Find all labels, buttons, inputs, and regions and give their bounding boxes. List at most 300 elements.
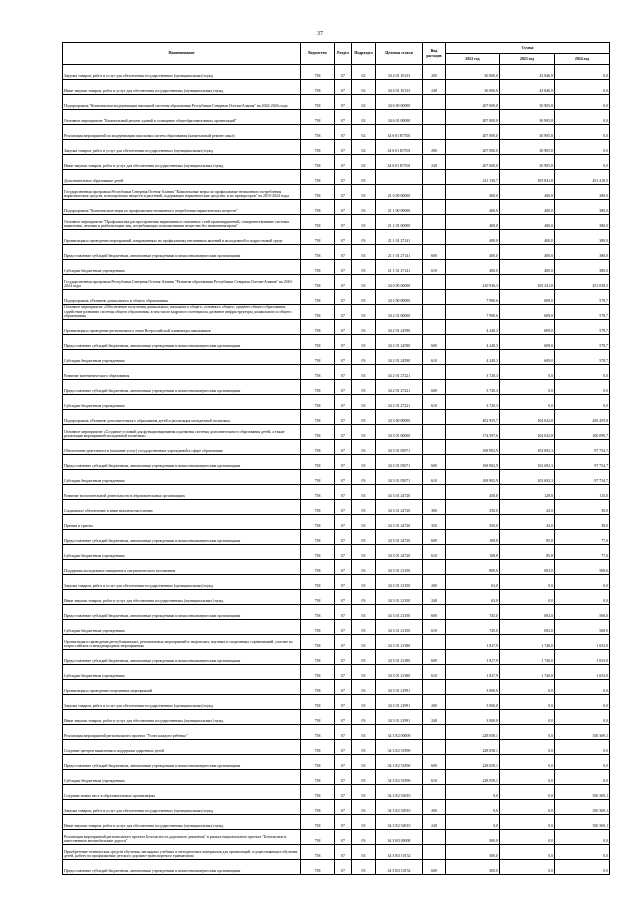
row-dept: 738 xyxy=(301,695,335,710)
row-expense-type: 600 xyxy=(423,455,446,470)
row-section: 07 xyxy=(335,515,352,530)
row-y2023: 30 905,8 xyxy=(500,155,555,170)
row-dept: 738 xyxy=(301,515,335,530)
table-row xyxy=(63,425,610,440)
row-y2022: 402 955,7 xyxy=(446,410,500,425)
row-article: 34 6 01 R7501 xyxy=(376,125,423,140)
row-subsection: 03 xyxy=(352,530,376,545)
row-name: Премии и гранты xyxy=(63,515,301,530)
row-name: Предоставление субсидий бюджетным, автономным учреждениям и иным некоммерческим организациям xyxy=(63,755,301,770)
row-y2023: 400,0 xyxy=(500,245,555,260)
row-y2022: 168 902,9 xyxy=(446,470,500,485)
row-y2022: 0,0 xyxy=(446,785,500,800)
row-article: 21 1 01 27141 xyxy=(376,260,423,275)
row-article: 34 4 01 10133 xyxy=(376,80,423,95)
row-section: 07 xyxy=(335,680,352,695)
row-article: 34 3 00 00000 xyxy=(376,410,423,425)
row-y2024: 97 754,7 xyxy=(555,470,610,485)
row-expense-type: 200 xyxy=(423,65,446,80)
row-y2022: 168 902,9 xyxy=(446,440,500,455)
row-name: Иные закупки товаров, работ и услуг для обеспечения государственных (муниципальных) нужд xyxy=(63,710,301,725)
row-dept: 738 xyxy=(301,170,335,185)
row-y2023: 400,0 xyxy=(500,185,555,200)
row-name: Предоставление субсидий бюджетным, автономным учреждениям и иным некоммерческим организациям xyxy=(63,530,301,545)
table-row xyxy=(63,770,610,785)
row-expense-type xyxy=(423,440,446,455)
row-dept: 738 xyxy=(301,365,335,380)
row-dept: 738 xyxy=(301,620,335,635)
row-section: 07 xyxy=(335,335,352,350)
row-y2024: 568,0 xyxy=(555,605,610,620)
row-expense-type xyxy=(423,680,446,695)
row-subsection: 03 xyxy=(352,815,376,830)
row-y2022: 228 058,1 xyxy=(446,725,500,740)
row-y2024: 0,0 xyxy=(555,125,610,140)
row-y2023: 104 632,8 xyxy=(500,425,555,440)
row-y2023: 104 632,8 xyxy=(500,410,555,425)
row-dept: 738 xyxy=(301,410,335,425)
row-expense-type xyxy=(423,725,446,740)
row-y2023: 102 692,3 xyxy=(500,470,555,485)
row-section: 07 xyxy=(335,440,352,455)
row-article: 34 3 E2 54910 xyxy=(376,815,423,830)
row-dept: 738 xyxy=(301,380,335,395)
row-y2023: 0,0 xyxy=(500,695,555,710)
row-section: 07 xyxy=(335,785,352,800)
table-row xyxy=(63,365,610,380)
row-subsection: 03 xyxy=(352,740,376,755)
row-y2023: 0,0 xyxy=(500,770,555,785)
row-dept: 738 xyxy=(301,440,335,455)
row-y2022: 7 980,6 xyxy=(446,290,500,305)
row-y2024: 0,0 xyxy=(555,155,610,170)
row-expense-type: 610 xyxy=(423,470,446,485)
row-y2024: 380,0 xyxy=(555,230,610,245)
table-row xyxy=(63,320,610,335)
row-article: 34 2 01 24590 xyxy=(376,350,423,365)
row-section: 07 xyxy=(335,170,352,185)
row-article: 34 3 R3 00000 xyxy=(376,830,423,845)
row-y2024: 380,0 xyxy=(555,215,610,230)
row-article: 34 3 E2 51890 xyxy=(376,740,423,755)
table-row xyxy=(63,335,610,350)
table-row xyxy=(63,455,610,470)
row-name: Предоставление субсидий бюджетным, автономным учреждениям и иным некоммерческим организациям xyxy=(63,380,301,395)
row-expense-type: 240 xyxy=(423,155,446,170)
row-y2023: 0,0 xyxy=(500,710,555,725)
row-y2022: 207 000,0 xyxy=(446,155,500,170)
row-article: 34 3 01 21991 xyxy=(376,710,423,725)
table-row xyxy=(63,65,610,80)
page-number: 37 xyxy=(317,31,323,37)
row-y2023: 0,0 xyxy=(500,575,555,590)
row-y2022: 1 827,9 xyxy=(446,650,500,665)
row-article: 34 3 01 24720 xyxy=(376,485,423,500)
row-article: 34 3 R3 10152 xyxy=(376,860,423,875)
row-article: 34 6 01 R7501 xyxy=(376,155,423,170)
row-expense-type xyxy=(423,170,446,185)
row-dept: 738 xyxy=(301,635,335,650)
row-name: Предоставление субсидий бюджетным, автономным учреждениям и иным некоммерческим организациям xyxy=(63,650,301,665)
row-y2023: 609,0 xyxy=(500,320,555,335)
row-y2023: 609,0 xyxy=(500,290,555,305)
row-subsection: 03 xyxy=(352,590,376,605)
row-y2024: 77,0 xyxy=(555,545,610,560)
row-name: Закупка товаров, работ и услуг для обеспечения государственных (муниципальных) нужд xyxy=(63,65,301,80)
table-row xyxy=(63,560,610,575)
row-subsection: 03 xyxy=(352,560,376,575)
row-section: 07 xyxy=(335,260,352,275)
row-article: 34 2 01 24590 xyxy=(376,320,423,335)
row-name: Иные закупки товаров, работ и услуг для обеспечения государственных (муниципальных) нужд xyxy=(63,80,301,95)
row-y2024: 380,0 xyxy=(555,200,610,215)
row-y2024: 0,0 xyxy=(555,395,610,410)
row-subsection: 03 xyxy=(352,440,376,455)
row-dept: 738 xyxy=(301,140,335,155)
row-y2022: 207 000,0 xyxy=(446,110,500,125)
row-expense-type: 200 xyxy=(423,575,446,590)
row-dept: 738 xyxy=(301,185,335,200)
table-row xyxy=(63,290,610,305)
row-y2024: 77,0 xyxy=(555,530,610,545)
row-name: Предоставление субсидий бюджетным, автономным учреждениям и иным некоммерческим организациям xyxy=(63,245,301,260)
row-dept: 738 xyxy=(301,320,335,335)
row-section: 07 xyxy=(335,770,352,785)
row-section: 07 xyxy=(335,740,352,755)
row-article: 34 3 01 21350 xyxy=(376,560,423,575)
row-section: 07 xyxy=(335,425,352,440)
table-row xyxy=(63,440,610,455)
row-subsection: 03 xyxy=(352,365,376,380)
row-name: Социальное обеспечение и иные выплаты населению xyxy=(63,500,301,515)
row-dept: 738 xyxy=(301,110,335,125)
row-y2023: 0,0 xyxy=(500,800,555,815)
row-y2022: 400,0 xyxy=(446,185,500,200)
row-section: 07 xyxy=(335,710,352,725)
row-name: Предоставление субсидий бюджетным, автономным учреждениям и иным некоммерческим организациям xyxy=(63,860,301,875)
row-article xyxy=(376,170,423,185)
row-section: 07 xyxy=(335,305,352,320)
table-row xyxy=(63,260,610,275)
header-dept: Ведомство xyxy=(301,43,335,65)
row-y2024: 380,0 xyxy=(555,245,610,260)
row-y2022: 228 058,1 xyxy=(446,740,500,755)
table-row xyxy=(63,590,610,605)
row-dept: 738 xyxy=(301,80,335,95)
row-y2023: 105 241,8 xyxy=(500,275,555,290)
row-y2024: 0,0 xyxy=(555,110,610,125)
row-y2022: 400,0 xyxy=(446,245,500,260)
row-dept: 738 xyxy=(301,860,335,875)
row-expense-type: 600 xyxy=(423,335,446,350)
row-y2024: 0,0 xyxy=(555,365,610,380)
table-row xyxy=(63,485,610,500)
row-section: 07 xyxy=(335,830,352,845)
row-subsection: 02 xyxy=(352,110,376,125)
row-expense-type: 200 xyxy=(423,140,446,155)
table-row xyxy=(63,845,610,860)
row-article: 34 2 01 24590 xyxy=(376,335,423,350)
table-row xyxy=(63,695,610,710)
row-y2023: 692,0 xyxy=(500,560,555,575)
table-row xyxy=(63,110,610,125)
row-name: Основное мероприятие «Обеспечение получения дошкольного, начального общего, основного общего, среднего общего образования, содействие развитию системы общего образования, в том числе кадрового потенциала, развитие инфраструктуры дошкольного и общего образования» xyxy=(63,305,301,320)
row-y2022: 108,8 xyxy=(446,545,500,560)
row-subsection: 03 xyxy=(352,395,376,410)
row-name: Иные закупки товаров, работ и услуг для обеспечения государственных (муниципальных) нужд xyxy=(63,590,301,605)
row-dept: 738 xyxy=(301,650,335,665)
row-section: 07 xyxy=(335,485,352,500)
row-expense-type: 240 xyxy=(423,80,446,95)
row-section: 07 xyxy=(335,665,352,680)
row-expense-type xyxy=(423,110,446,125)
row-y2023: 30 905,8 xyxy=(500,140,555,155)
row-name: Поддержка молодежных инициатив и патриотического воспитания xyxy=(63,560,301,575)
row-expense-type: 610 xyxy=(423,545,446,560)
table-header xyxy=(63,43,610,65)
row-y2022: 168 902,9 xyxy=(446,455,500,470)
row-subsection: 03 xyxy=(352,515,376,530)
table-row xyxy=(63,815,610,830)
row-article: 34 3 R3 10152 xyxy=(376,845,423,860)
row-y2023: 0,0 xyxy=(500,845,555,860)
row-y2023: 43,0 xyxy=(500,515,555,530)
row-y2024: 451 038,5 xyxy=(555,275,610,290)
row-section: 07 xyxy=(335,860,352,875)
row-y2024: 1 653,0 xyxy=(555,650,610,665)
table-row xyxy=(63,755,610,770)
row-y2023: 0,0 xyxy=(500,755,555,770)
table-row xyxy=(63,380,610,395)
row-dept: 738 xyxy=(301,65,335,80)
row-dept: 738 xyxy=(301,680,335,695)
row-name: Подпрограмма «Развитие дополнительного образования детей и реализация молодежной политики» xyxy=(63,410,301,425)
row-expense-type xyxy=(423,830,446,845)
row-y2022: 228 058,1 xyxy=(446,755,500,770)
row-y2022: 410 936,3 xyxy=(446,275,500,290)
table-row xyxy=(63,185,610,200)
row-section: 07 xyxy=(335,185,352,200)
row-y2022: 400,0 xyxy=(446,260,500,275)
header-subsection: Подраздел xyxy=(352,43,376,65)
row-name: Субсидии бюджетным учреждениям xyxy=(63,770,301,785)
row-y2023: 609,0 xyxy=(500,335,555,350)
row-name: Реализация мероприятий регионального проекта Безопасность дорожного движения" в рамках национального проекта "Безопасные и качественные автомобильные дороги" xyxy=(63,830,301,845)
row-y2024: 578,7 xyxy=(555,335,610,350)
row-expense-type xyxy=(423,125,446,140)
row-y2022: 745,0 xyxy=(446,620,500,635)
row-y2024: 97 754,7 xyxy=(555,455,610,470)
row-dept: 738 xyxy=(301,95,335,110)
row-subsection: 03 xyxy=(352,680,376,695)
row-y2024: 0,0 xyxy=(555,575,610,590)
row-section: 07 xyxy=(335,230,352,245)
row-section: 07 xyxy=(335,110,352,125)
row-y2024: 350 369,1 xyxy=(555,785,610,800)
row-article: 34 2 01 27221 xyxy=(376,380,423,395)
row-article: 34 3 01 21380 xyxy=(376,650,423,665)
row-expense-type: 240 xyxy=(423,590,446,605)
row-article: 34 3 01 05071 xyxy=(376,455,423,470)
row-y2024: 38,0 xyxy=(555,515,610,530)
table-row xyxy=(63,215,610,230)
row-dept: 738 xyxy=(301,830,335,845)
row-dept: 738 xyxy=(301,305,335,320)
row-y2024: 0,0 xyxy=(555,590,610,605)
row-name: Закупка товаров, работ и услуг для обеспечения государственных (муниципальных) нужд xyxy=(63,140,301,155)
row-y2024: 38,0 xyxy=(555,500,610,515)
row-section: 07 xyxy=(335,410,352,425)
row-y2023: 400,0 xyxy=(500,200,555,215)
row-y2024: 578,7 xyxy=(555,350,610,365)
row-article: 34 2 01 00000 xyxy=(376,305,423,320)
row-y2023: 30 905,8 xyxy=(500,125,555,140)
row-y2022: 745,0 xyxy=(446,605,500,620)
row-expense-type xyxy=(423,365,446,380)
row-section: 07 xyxy=(335,140,352,155)
row-subsection: 03 xyxy=(352,200,376,215)
row-expense-type xyxy=(423,215,446,230)
row-section: 07 xyxy=(335,65,352,80)
row-y2024: 100 090,7 xyxy=(555,425,610,440)
row-y2022: 300,0 xyxy=(446,830,500,845)
row-subsection: 03 xyxy=(352,770,376,785)
row-y2022: 174 597,6 xyxy=(446,425,500,440)
row-y2022: 300,0 xyxy=(446,845,500,860)
row-y2022: 3 000,0 xyxy=(446,680,500,695)
row-section: 07 xyxy=(335,530,352,545)
table-row xyxy=(63,785,610,800)
row-dept: 738 xyxy=(301,545,335,560)
row-name: Подпрограмма «Развитие дошкольного и общего образования» xyxy=(63,290,301,305)
row-name: Закупка товаров, работ и услуг для обеспечения государственных (муниципальных) нужд xyxy=(63,575,301,590)
row-dept: 738 xyxy=(301,275,335,290)
row-y2023: 0,0 xyxy=(500,590,555,605)
row-name: Обеспечение деятельности (оказание услуг) государственных учреждений в сфере образования xyxy=(63,440,301,455)
row-expense-type: 600 xyxy=(423,605,446,620)
row-name: Субсидии бюджетным учреждениям xyxy=(63,350,301,365)
row-y2022: 228 058,1 xyxy=(446,770,500,785)
row-y2024: 0,0 xyxy=(555,710,610,725)
row-y2022: 300,0 xyxy=(446,860,500,875)
row-article: 34 3 01 05071 xyxy=(376,440,423,455)
row-expense-type: 200 xyxy=(423,695,446,710)
row-y2023: 400,0 xyxy=(500,230,555,245)
row-article: 34 6 01 00000 xyxy=(376,110,423,125)
table-row xyxy=(63,155,610,170)
row-article: 34 2 01 27221 xyxy=(376,365,423,380)
row-y2023: 105 841,8 xyxy=(500,170,555,185)
row-dept: 738 xyxy=(301,710,335,725)
table-row xyxy=(63,170,610,185)
row-dept: 738 xyxy=(301,590,335,605)
row-y2022: 63,0 xyxy=(446,590,500,605)
row-y2024: 1 653,0 xyxy=(555,635,610,650)
row-expense-type xyxy=(423,230,446,245)
row-expense-type: 600 xyxy=(423,245,446,260)
row-name: Организация и проведение регионального этапа Всероссийской олимпиады школьников xyxy=(63,320,301,335)
table-row xyxy=(63,800,610,815)
row-y2024: 0,0 xyxy=(555,755,610,770)
row-section: 07 xyxy=(335,395,352,410)
row-dept: 738 xyxy=(301,350,335,365)
row-section: 07 xyxy=(335,590,352,605)
row-article: 34 3 01 21380 xyxy=(376,635,423,650)
row-y2022: 108,8 xyxy=(446,530,500,545)
row-name: Подпрограмма "Комплексные меры по профилактике незаконного потребления наркотических веществ" xyxy=(63,200,301,215)
row-name: Иные закупки товаров, работ и услуг для обеспечения государственных (муниципальных) нужд xyxy=(63,155,301,170)
header-year-2023: 2023 год xyxy=(500,54,555,65)
row-y2023: 0,0 xyxy=(500,395,555,410)
row-expense-type: 600 xyxy=(423,380,446,395)
row-subsection: 03 xyxy=(352,380,376,395)
row-expense-type: 200 xyxy=(423,800,446,815)
row-article: 34 3 01 21350 xyxy=(376,590,423,605)
row-article: 21 1 01 27141 xyxy=(376,245,423,260)
row-subsection: 03 xyxy=(352,755,376,770)
row-y2024: 350 369,1 xyxy=(555,725,610,740)
row-expense-type: 610 xyxy=(423,665,446,680)
row-y2022: 207 000,0 xyxy=(446,95,500,110)
row-dept: 738 xyxy=(301,740,335,755)
header-name: Наименование xyxy=(63,43,301,65)
row-expense-type: 610 xyxy=(423,770,446,785)
row-expense-type xyxy=(423,290,446,305)
row-expense-type xyxy=(423,320,446,335)
row-y2024: 0,0 xyxy=(555,845,610,860)
row-expense-type: 240 xyxy=(423,710,446,725)
row-subsection: 03 xyxy=(352,830,376,845)
row-y2023: 400,0 xyxy=(500,215,555,230)
row-y2024: 380,0 xyxy=(555,185,610,200)
row-y2023: 0,0 xyxy=(500,830,555,845)
row-section: 07 xyxy=(335,605,352,620)
row-subsection: 03 xyxy=(352,845,376,860)
row-y2023: 0,0 xyxy=(500,860,555,875)
row-article: 34 3 E2 54910 xyxy=(376,785,423,800)
row-dept: 738 xyxy=(301,530,335,545)
row-article: 34 3 01 24720 xyxy=(376,500,423,515)
row-dept: 738 xyxy=(301,605,335,620)
row-section: 07 xyxy=(335,650,352,665)
row-y2022: 1 827,9 xyxy=(446,635,500,650)
row-y2024: 0,0 xyxy=(555,860,610,875)
row-article: 34 3 E2 54910 xyxy=(376,800,423,815)
table-row xyxy=(63,605,610,620)
row-subsection: 03 xyxy=(352,470,376,485)
row-y2024: 0,0 xyxy=(555,65,610,80)
row-y2022: 3 720,3 xyxy=(446,395,500,410)
row-y2023: 30 905,8 xyxy=(500,95,555,110)
table-row xyxy=(63,530,610,545)
row-name: Организация и проведение мероприятий, направленных на профилактику негативных явлений в молодежной и подростковой среде xyxy=(63,230,301,245)
row-y2023: 85,8 xyxy=(500,530,555,545)
row-y2024: 0,0 xyxy=(555,680,610,695)
row-dept: 738 xyxy=(301,815,335,830)
row-expense-type xyxy=(423,275,446,290)
table-row xyxy=(63,545,610,560)
row-y2023: 0,0 xyxy=(500,365,555,380)
row-name: Подпрограмма "Комплексная модернизация школьной системы образования Республики Северная Осетия-Алания" на 2022-2026 годы xyxy=(63,95,301,110)
row-subsection: 03 xyxy=(352,230,376,245)
row-subsection: 03 xyxy=(352,665,376,680)
row-dept: 738 xyxy=(301,770,335,785)
row-subsection: 03 xyxy=(352,410,376,425)
row-expense-type xyxy=(423,785,446,800)
row-subsection: 03 xyxy=(352,485,376,500)
row-expense-type xyxy=(423,485,446,500)
row-dept: 738 xyxy=(301,260,335,275)
